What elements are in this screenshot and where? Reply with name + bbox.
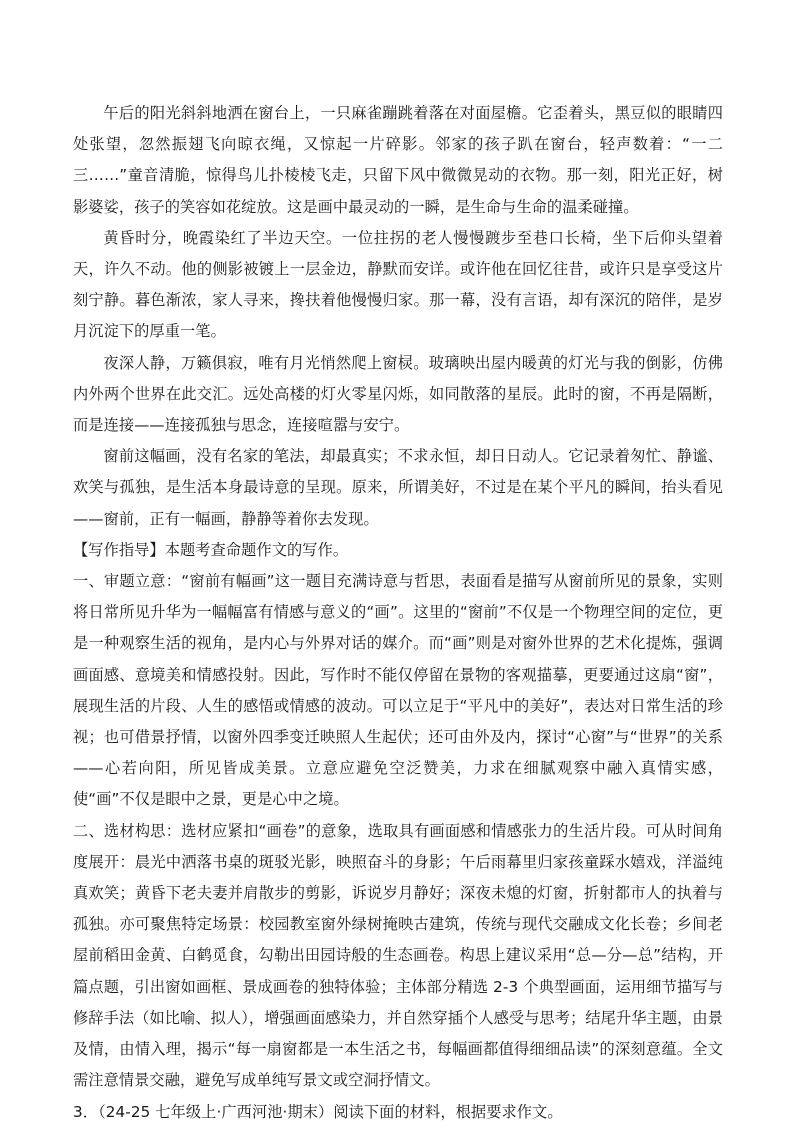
essay-paragraph-2: 黄昏时分，晚霞染红了半边天空。一位拄拐的老人慢慢踱步至巷口长椅，坐下后仰头望着天，许久不动。他的侧影被镀上一层金边，静默而安详。或许他在回忆往昔，或许只是享受这片刻宁静。暮色渐浓，家人寻来，搀扶着他慢慢归家。那一幕，没有言语，却有深沉的陪伴，是岁月沉淀下的厚重一笔。 <box>73 228 723 341</box>
writing-guidance-heading: 【写作指导】本题考查命题作文的写作。 <box>73 540 349 559</box>
document-body <box>73 98 723 1128</box>
essay-paragraph-1: 午后的阳光斜斜地洒在窗台上，一只麻雀蹦跳着落在对面屋檐。它歪着头，黑豆似的眼睛四处张望，忽然振翅飞向晾衣绳，又惊起一片碎影。邻家的孩子趴在窗台，轻声数着：“一二三……”童音清脆，惊得鸟儿扑棱棱飞走，只留下风中微微晃动的衣物。那一刻，阳光正好，树影婆娑，孩子的笑容如花绽放。这是画中最灵动的一瞬，是生命与生命的温柔碰撞。 <box>73 104 723 216</box>
guidance-section-theme: 一、审题立意：“窗前有幅画”这一题目充满诗意与哲思，表面看是描写从窗前所见的景象，实则将日常所见升华为一幅幅富有情感与意义的“画”。这里的“窗前”不仅是一个物理空间的定位，更是一种观察生活的视角，是内心与外界对话的媒介。而“画”则是对窗外世界的艺术化提炼，强调画面感、意境美和情感投射。因此，写作时不能仅停留在景物的客观描摹，更要通过这扇“窗”，展现生活的片段、人生的感悟或情感的波动。可以立足于“平凡中的美好”，表达对日常生活的珍视；也可借景抒情，以窗外四季变迁映照人生起伏；还可由外及内，探讨“心窗”与“世界”的关系——心若向阳，所见皆成美景。立意应避免空泛赞美，力求在细腻观察中融入真情实感，使“画”不仅是眼中之景，更是心中之境。 <box>73 572 723 809</box>
essay-paragraph-3: 夜深人静，万籁俱寂，唯有月光悄然爬上窗棂。玻璃映出屋内暖黄的灯光与我的倒影，仿佛内外两个世界在此交汇。远处高楼的灯火零星闪烁，如同散落的星辰。此时的窗，不再是隔断，而是连接——连接孤独与思念，连接喧嚣与安宁。 <box>73 353 723 435</box>
next-question-title: 3．（24-25 七年级上·广西河池·期末）阅读下面的材料，根据要求作文。 <box>73 1102 563 1121</box>
essay-paragraph-4: 窗前这幅画，没有名家的笔法，却最真实；不求永恒，却日日动人。它记录着匆忙、静谧、欢笑与孤独，是生活本身最诗意的呈现。原来，所谓美好，不过是在某个平凡的瞬间，抬头看见——窗前，正有一幅画，静静等着你去发现。 <box>73 447 723 528</box>
guidance-section-material: 二、选材构思：选材应紧扣“画卷”的意象，选取具有画面感和情感张力的生活片段。可从时间角度展开：晨光中洒落书桌的斑驳光影，映照奋斗的身影；午后雨幕里归家孩童踩水嬉戏，洋溢纯真欢笑；黄昏下老夫妻并肩散步的剪影，诉说岁月静好；深夜未熄的灯窗，折射都市人的执着与孤独。亦可聚焦特定场景：校园教室窗外绿树掩映古建筑，传统与现代交融成文化长卷；乡间老屋前稻田金黄、白鹤觅食，勾勒出田园诗般的生态画卷。构思上建议采用“总—分—总”结构，开篇点题，引出窗如画框、景成画卷的独特体验；主体部分精选 2-3 个典型画面，运用细节描写与修辞手法（如比喻、拟人），增强画面感染力，并自然穿插个人感受与思考；结尾升华主题，由景及情，由情入理，揭示“每一扇窗都是一本生活之书，每幅画都值得细细品读”的深刻意蕴。全文需注意情景交融，避免写成单纯写景文或空洞抒情文。 <box>73 821 723 1090</box>
